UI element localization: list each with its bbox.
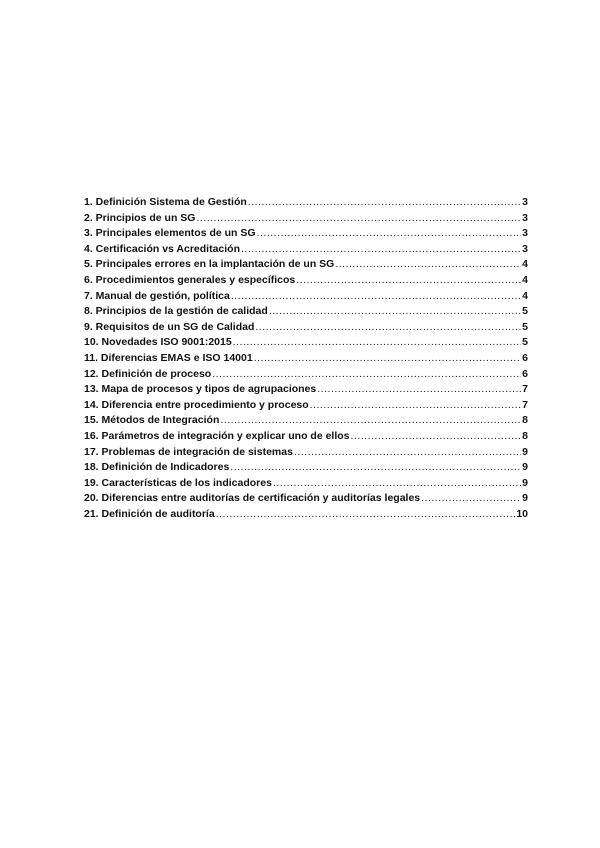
toc-dot-leader (220, 413, 521, 429)
toc-entry-page-number: 5 (522, 336, 528, 349)
toc-entry-page-number: 8 (522, 429, 528, 442)
toc-entry-title: 17. Problemas de integración de sistemas (84, 445, 293, 458)
toc-dot-leader (212, 367, 521, 383)
toc-entry-page-number: 9 (522, 476, 528, 489)
toc-entry[interactable] (84, 413, 528, 429)
toc-entry[interactable] (84, 382, 528, 398)
toc-entry-page-number: 6 (522, 351, 528, 364)
toc-entry-title: 1. Definición Sistema de Gestión (84, 196, 247, 208)
toc-entry-title: 21. Definición de auditoría (84, 507, 215, 520)
toc-entry[interactable] (84, 304, 528, 320)
toc-entry-title: 9. Requisitos de un SG de Calidad (84, 320, 255, 333)
toc-entry-page-number: 4 (522, 289, 528, 302)
toc-entry-title: 13. Mapa de procesos y tipos de agrupaciones (84, 383, 317, 396)
toc-entry[interactable] (84, 273, 528, 289)
toc-dot-leader (248, 195, 521, 211)
toc-dot-leader (317, 382, 521, 398)
toc-entry[interactable] (84, 195, 528, 211)
toc-entry[interactable] (84, 289, 528, 305)
toc-entry[interactable] (84, 242, 528, 258)
toc-entry-page-number: 3 (522, 242, 528, 255)
toc-dot-leader (216, 507, 516, 523)
toc-entry[interactable] (84, 476, 528, 492)
toc-dot-leader (231, 289, 521, 305)
toc-entry-page-number: 7 (522, 383, 528, 396)
toc-dot-leader (230, 460, 521, 476)
toc-dot-leader (241, 242, 521, 258)
toc-dot-leader (255, 320, 521, 336)
toc-dot-leader (335, 257, 521, 273)
table-of-contents (84, 195, 528, 522)
toc-entry-title: 4. Certificación vs Acreditación (84, 242, 240, 255)
toc-entry[interactable] (84, 335, 528, 351)
toc-entry-title: 11. Diferencias EMAS e ISO 14001 (84, 351, 253, 364)
toc-entry-title: 8. Principios de la gestión de calidad (84, 305, 268, 318)
toc-entry-page-number: 10 (516, 507, 528, 520)
toc-dot-leader (254, 351, 521, 367)
toc-entry-page-number: 9 (522, 461, 528, 474)
toc-entry[interactable] (84, 460, 528, 476)
toc-entry[interactable] (84, 367, 528, 383)
toc-entry[interactable] (84, 445, 528, 461)
toc-entry[interactable] (84, 211, 528, 227)
toc-entry-page-number: 4 (522, 258, 528, 271)
toc-entry-page-number: 3 (522, 227, 528, 240)
toc-entry-page-number: 7 (522, 398, 528, 411)
toc-dot-leader (294, 445, 521, 461)
toc-dot-leader (296, 273, 521, 289)
toc-entry[interactable] (84, 226, 528, 242)
toc-entry-title: 19. Características de los indicadores (84, 476, 272, 489)
toc-dot-leader (269, 304, 521, 320)
toc-dot-leader (310, 398, 521, 414)
toc-entry-page-number: 9 (522, 445, 528, 458)
toc-entry[interactable] (84, 429, 528, 445)
toc-entry-page-number: 8 (522, 414, 528, 427)
toc-entry-title: 18. Definición de Indicadores (84, 461, 230, 474)
toc-entry-title: 2. Principios de un SG (84, 211, 196, 224)
toc-entry-page-number: 5 (522, 320, 528, 333)
toc-entry[interactable] (84, 320, 528, 336)
toc-dot-leader (257, 226, 522, 242)
toc-entry[interactable] (84, 257, 528, 273)
toc-entry-title: 7. Manual de gestión, política (84, 289, 230, 302)
toc-dot-leader (351, 429, 522, 445)
toc-dot-leader (196, 211, 521, 227)
toc-entry[interactable] (84, 398, 528, 414)
toc-entry-title: 3. Principales elementos de un SG (84, 227, 256, 240)
toc-entry-page-number: 5 (522, 305, 528, 318)
toc-entry-title: 20. Diferencias entre auditorías de certificación y auditorías legales (84, 492, 421, 505)
toc-entry-page-number: 3 (522, 196, 528, 208)
toc-entry-page-number: 4 (522, 273, 528, 286)
toc-dot-leader (233, 335, 521, 351)
toc-dot-leader (421, 491, 521, 507)
toc-entry-page-number: 9 (522, 492, 528, 505)
toc-entry-title: 6. Procedimientos generales y específicos (84, 273, 296, 286)
toc-entry[interactable] (84, 351, 528, 367)
toc-entry[interactable] (84, 507, 528, 523)
toc-entry-title: 5. Principales errores en la implantación de un SG (84, 258, 335, 271)
toc-entry[interactable] (84, 491, 528, 507)
toc-entry-title: 16. Parámetros de integración y explicar uno de ellos (84, 429, 350, 442)
toc-entry-title: 15. Métodos de Integración (84, 414, 220, 427)
toc-entry-title: 12. Definición de proceso (84, 367, 212, 380)
toc-entry-title: 14. Diferencia entre procedimiento y proceso (84, 398, 309, 411)
toc-entry-title: 10. Novedades ISO 9001:2015 (84, 336, 232, 349)
toc-entry-page-number: 3 (522, 211, 528, 224)
toc-entry-page-number: 6 (522, 367, 528, 380)
toc-dot-leader (273, 476, 521, 492)
